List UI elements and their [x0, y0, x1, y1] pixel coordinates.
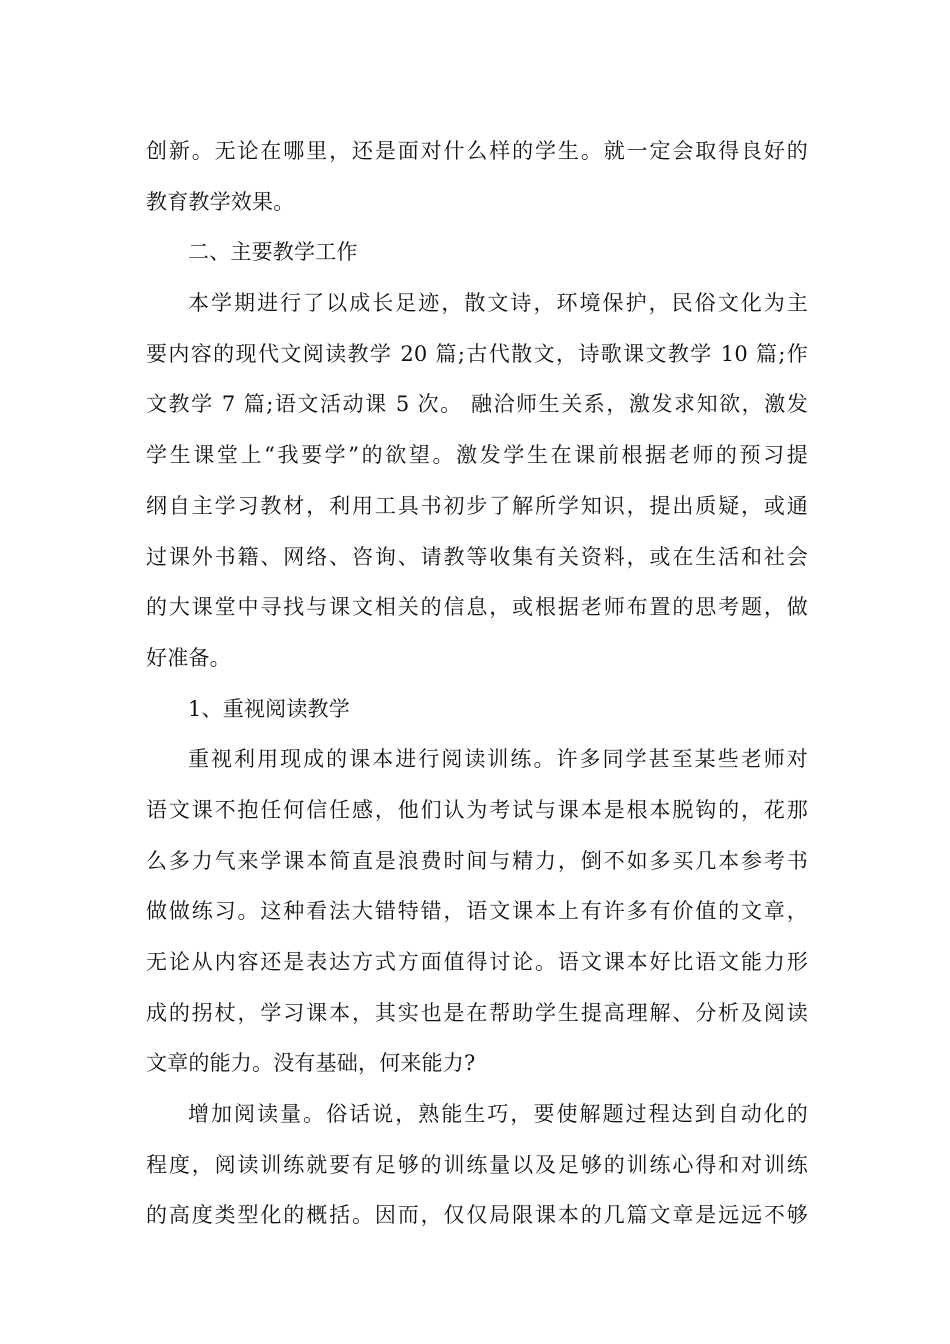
- text-line: 创新。无论在哪里，还是面对什么样的学生。就一定会取得良好的: [146, 139, 808, 163]
- text-line: 要内容的现代文阅读教学 20 篇;古代散文，诗歌课文教学 10 篇;作: [146, 341, 808, 366]
- section-heading: 二、主要教学工作: [188, 240, 358, 265]
- text-line: 增加阅读量。俗话说，熟能生巧，要使解题过程达到自动化的: [188, 1102, 808, 1127]
- text-line: 教育教学效果。: [146, 189, 295, 214]
- subsection-heading: 1、重视阅读教学: [188, 696, 350, 721]
- text-line: 过课外书籍、网络、咨询、请教等收集有关资料，或在生活和社会: [146, 544, 808, 569]
- text-line: 程度，阅读训练就要有足够的训练量以及足够的训练心得和对训练: [146, 1152, 808, 1177]
- text-line: 无论从内容还是表达方式方面值得讨论。语文课本好比语文能力形: [146, 950, 808, 974]
- text-line: 纲自主学习教材，利用工具书初步了解所学知识，提出质疑，或通: [146, 493, 808, 518]
- text-line: 本学期进行了以成长足迹，散文诗，环境保护，民俗文化为主: [188, 291, 808, 316]
- text-line: 成的拐杖，学习课本，其实也是在帮助学生提高理解、分析及阅读: [146, 1000, 808, 1025]
- text-line: 文章的能力。没有基础，何来能力?: [146, 1051, 476, 1076]
- text-line: 重视利用现成的课本进行阅读训练。许多同学甚至某些老师对: [188, 747, 808, 772]
- text-line: 好准备。: [146, 645, 231, 670]
- text-line: 语文课不抱任何信任感，他们认为考试与课本是根本脱钩的，花那: [146, 797, 808, 822]
- text-line: 的大课堂中寻找与课文相关的信息，或根据老师布置的思考题，做: [146, 595, 808, 620]
- text-line: 做做练习。这种看法大错特错，语文课本上有许多有价值的文章，: [146, 899, 808, 924]
- text-line: 文教学 7 篇;语文活动课 5 次。 融洽师生关系，激发求知欲，激发: [146, 392, 808, 417]
- text-line: 学生课堂上“我要学”的欲望。激发学生在课前根据老师的预习提: [146, 443, 808, 468]
- document-body: [146, 126, 808, 1241]
- text-line: 么多力气来学课本简直是浪费时间与精力，倒不如多买几本参考书: [146, 848, 808, 873]
- text-line: 的高度类型化的概括。因而，仅仅局限课本的几篇文章是远远不够: [146, 1203, 808, 1228]
